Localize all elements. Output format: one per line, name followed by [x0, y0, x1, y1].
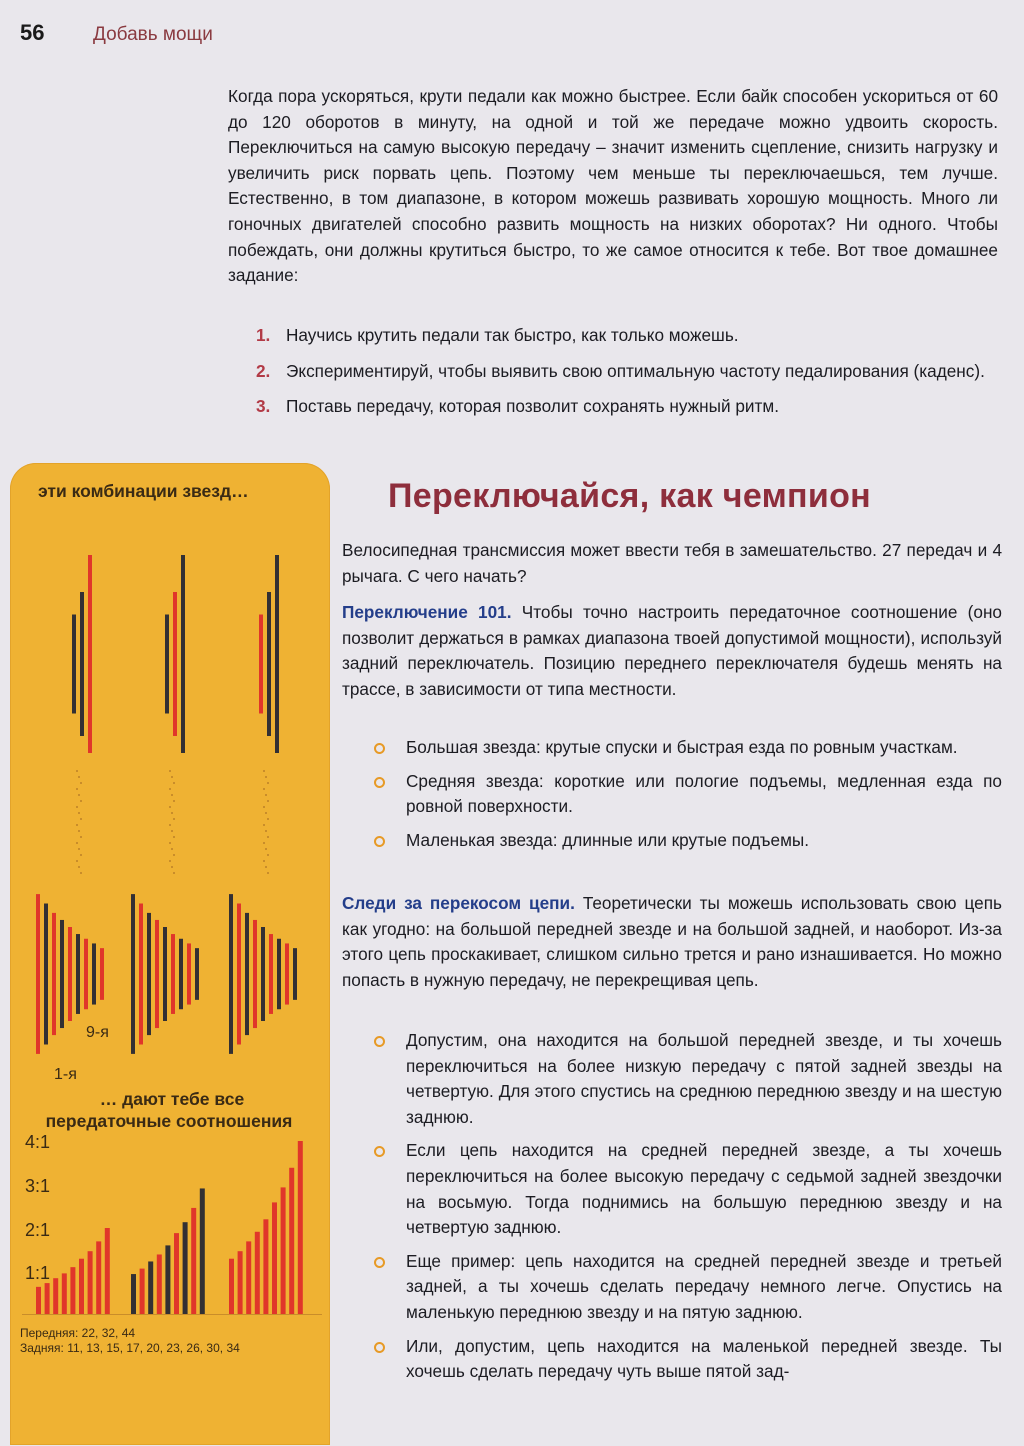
gear-ratio-bar [298, 1141, 303, 1315]
gear-ratio-bar [105, 1228, 110, 1315]
chain-dot [169, 788, 171, 790]
gear-ratio-bar [45, 1283, 50, 1315]
gear-ratio-bar [183, 1222, 188, 1315]
chain-dot [265, 848, 267, 850]
gear-ratio-bar [79, 1259, 84, 1315]
chain-dot [263, 770, 265, 772]
list-item [370, 1249, 1002, 1326]
bullet-icon [374, 1257, 385, 1268]
gear-ratio-bar [148, 1261, 153, 1315]
chain-dot [263, 806, 265, 808]
chain-dot [263, 788, 265, 790]
chain-dot [78, 794, 80, 796]
gear-ratio-bar [140, 1269, 145, 1315]
chain-dot [265, 794, 267, 796]
lead-paragraph: Велосипедная трансмиссия может ввести тебя в замешательство. 27 передач и 4 рычага. С чего начать? [342, 540, 1002, 586]
chain-dot [173, 872, 175, 874]
chainring-bar [275, 555, 279, 753]
paragraph-text: Чтобы точно настроить передаточное соотношение (оно позволит держаться в рамках диапазона твоей допустимой мощности), используй задний переключатель. Позицию переднего переключателя будешь менять на трассе, в зависимости от типа местности. [342, 602, 1002, 699]
intro-paragraph: Когда пора ускоряться, крути педали как можно быстрее. Если байк способен ускориться от 60 до 120 оборотов в минуту, на одной и той же передаче можно удвоить скорость. Переключиться на самую высокую передачу – значит изменить сцепление, снизить нагрузку и увеличить риск порвать цепь. Поэтому чем меньше ты переключаешься, тем лучше. Естественно, в том диапазоне, в котором можешь развивать хорошую мощность. Много ли гоночных двигателей способно развить мощность на низких оборотах? Ни одного. Чтобы побеждать, они должны крутиться быстро, то же самое относится к тебе. Вот твое домашнее задание: [228, 86, 998, 286]
chain-dot [80, 836, 82, 838]
gear-ratio-bar [70, 1267, 75, 1315]
chainring-bar [267, 592, 271, 736]
chain-dot [78, 866, 80, 868]
cassette-cog-bar [293, 948, 297, 1000]
chain-dot [169, 842, 171, 844]
cassette-cog-bar [229, 894, 233, 1054]
note-front: Передняя: 22, 32, 44 [20, 1326, 136, 1340]
chain-dot [76, 842, 78, 844]
chain-dot [78, 830, 80, 832]
page-number: 56 [20, 20, 45, 45]
chain-dot [169, 770, 171, 772]
chain-dot [78, 848, 80, 850]
cassette-cog-bar [60, 920, 64, 1028]
gear-ratio-bar [289, 1168, 294, 1315]
chain-dot [169, 806, 171, 808]
chain-dot [76, 770, 78, 772]
chain-dot [267, 782, 269, 784]
chain-dot [78, 812, 80, 814]
running-header: Добавь мощи [93, 24, 213, 45]
cassette-cog-bar [237, 904, 241, 1045]
cassette-cog-bar [131, 894, 135, 1054]
ratio-label: 2:1 [25, 1220, 51, 1240]
chain-dot [265, 812, 267, 814]
chain-dot [80, 872, 82, 874]
chain-dot [80, 818, 82, 820]
list-number: 3. [256, 396, 271, 417]
chain-dot [171, 794, 173, 796]
ratio-label: 1:1 [25, 1263, 51, 1283]
cassette-cog-bar [245, 913, 249, 1035]
chain-dot [171, 812, 173, 814]
list-text: Экспериментируй, чтобы выявить свою оптимальную частоту педалирования (каденс). [286, 360, 985, 381]
bullet-icon [374, 1036, 385, 1047]
bullet-icon [374, 1342, 385, 1353]
chain-dot [173, 854, 175, 856]
list-item [370, 828, 1002, 854]
chain-dot [76, 824, 78, 826]
chain-dot [80, 782, 82, 784]
list-text: Средняя звезда: короткие или пологие подъемы, медленная езда по ровной поверхности. [406, 770, 1002, 817]
cassette-cog-bar [147, 913, 151, 1035]
list-text: Поставь передачу, которая позволит сохранять нужный ритм. [286, 396, 779, 417]
chain-dot [171, 830, 173, 832]
chain-dot [173, 800, 175, 802]
sidebar-note [20, 1326, 240, 1356]
chain-dot [267, 854, 269, 856]
chain-dot [263, 860, 265, 862]
cassette-cog-bar [195, 948, 199, 1000]
bullet-icon [374, 1146, 385, 1157]
chainring-list [370, 735, 1002, 853]
cassette-cog-bar [92, 943, 96, 1004]
gear-ratio-bar [246, 1241, 251, 1315]
paragraph-chain-line [342, 891, 1002, 993]
section-title: Переключайся, как чемпион [388, 477, 871, 515]
paragraph-shifting-101 [342, 600, 1002, 702]
chain-dot [267, 836, 269, 838]
chain-dot [267, 800, 269, 802]
chainring-bar [165, 615, 169, 714]
chain-dot [171, 848, 173, 850]
chain-dot [80, 854, 82, 856]
gear-ratio-bar [238, 1251, 243, 1315]
list-item [370, 1138, 1002, 1240]
sidebar-heading-top: эти комбинации звезд… [38, 481, 249, 501]
chain-dot [171, 776, 173, 778]
cassette-cog-bar [52, 913, 56, 1035]
paragraph-lead: Следи за перекосом цепи. [342, 893, 575, 913]
list-item [370, 1028, 1002, 1130]
chain-dot [78, 776, 80, 778]
gear-ratio-bar [263, 1219, 268, 1315]
paragraph-text: Теоретически ты можешь использовать свою цепь как угодно: на большой передней звезде и на большой задней, и наоборот. Из-за этого цепь проскакивает, слишком сильно трется и рано изнашивается. Но можно попасть в нужную передачу, не перекрещивая цепь. [342, 893, 1002, 990]
chain-dot [263, 842, 265, 844]
gear-ratio-bar [191, 1208, 196, 1315]
chain-dot [169, 860, 171, 862]
list-text: Еще пример: цепь находится на средней передней звезде и третьей задней, а ты хочешь сделать передачу немного легче. Опустись на маленькую переднюю звезду и на пятую заднюю. [406, 1250, 1002, 1322]
gear-ratio-bar [131, 1274, 136, 1315]
list-text: Допустим, она находится на большой передней звезде, и ты хочешь переключиться на более низкую передачу с пятой задней звезды на четвертую. Для этого спустись на среднюю переднюю звезду и на шестую заднюю. [406, 1030, 1002, 1127]
cassette-cog-bar [277, 939, 281, 1010]
cassette-cog-bar [163, 927, 167, 1021]
chainring-bar [80, 592, 84, 736]
gear-ratio-bar [255, 1232, 260, 1315]
cassette-cog-bar [100, 948, 104, 1000]
cassette-cog-bar [261, 927, 265, 1021]
cassette-cog-bar [187, 943, 191, 1004]
bullet-icon [374, 836, 385, 847]
chainring-bar [173, 592, 177, 736]
gear-ratio-bar [281, 1187, 286, 1315]
gear-ratio-bar [53, 1278, 58, 1315]
chain-dot [265, 830, 267, 832]
cassette-cog-bar [285, 943, 289, 1004]
sidebar-heading-bottom [24, 1088, 320, 1132]
note-rear: Задняя: 11, 13, 15, 17, 20, 23, 26, 30, 34 [20, 1341, 240, 1355]
label-9th-cog: 9-я [86, 1024, 109, 1041]
chain-dot [173, 818, 175, 820]
label-1st-cog: 1-я [54, 1066, 77, 1083]
gear-ratio-bar [272, 1202, 277, 1315]
chain-dot [169, 824, 171, 826]
sidebar-heading-bottom-line2: передаточные соотношения [45, 1111, 293, 1131]
cassette-cog-bar [84, 939, 88, 1010]
cassette-cog-bar [139, 904, 143, 1045]
gear-ratio-bar [157, 1254, 162, 1315]
sidebar-heading-bottom-line1: … дают тебе все [99, 1089, 245, 1109]
gear-ratio-bar [165, 1245, 170, 1315]
chain-dot [265, 866, 267, 868]
cassette-cog-bar [44, 904, 48, 1045]
cassette-cog-bar [36, 894, 40, 1054]
cassette-cog-bar [171, 934, 175, 1014]
gear-ratio-bar [62, 1273, 67, 1315]
cassette-cog-bar [269, 934, 273, 1014]
ratio-baseline [22, 1314, 322, 1315]
chain-dot [265, 776, 267, 778]
list-number: 1. [256, 325, 271, 345]
paragraph-lead: Переключение 101. [342, 602, 512, 622]
gear-ratio-bar [96, 1241, 101, 1315]
chain-dot [76, 806, 78, 808]
chain-dot [173, 782, 175, 784]
cassette-cog-bar [253, 920, 257, 1028]
bullet-icon [374, 743, 385, 754]
chain-dot [76, 788, 78, 790]
chainring-bar [181, 555, 185, 753]
bullet-icon [374, 777, 385, 788]
list-item [370, 735, 1002, 761]
chainring-bar [72, 615, 76, 714]
cassette-cog-bar [179, 939, 183, 1010]
list-text: Маленькая звезда: длинные или крутые подъемы. [406, 829, 810, 850]
chain-dot [263, 824, 265, 826]
ratio-label: 4:1 [25, 1132, 51, 1152]
chain-dot [76, 860, 78, 862]
chain-dot [171, 866, 173, 868]
list-text: Научись крутить педали так быстро, как только можешь. [286, 325, 739, 345]
gear-ratio-bar [88, 1251, 93, 1315]
list-item [370, 1334, 1002, 1385]
cross-chain-list [370, 1028, 1002, 1385]
cassette-cog-bar [68, 927, 72, 1021]
gear-ratio-bar [36, 1287, 41, 1315]
cassette-cog-bar [155, 920, 159, 1028]
list-number: 2. [256, 360, 271, 381]
list-text: Если цепь находится на средней передней звезде, а ты хочешь переключиться на более высокую передачу с седьмой задней звездочки на восьмую. Тогда поднимись на большую переднюю звезду и на четвертую заднюю. [406, 1140, 1002, 1238]
chainring-bar [259, 615, 263, 714]
chainring-bar [88, 555, 92, 753]
chain-dot [267, 872, 269, 874]
gear-ratio-bar [174, 1233, 179, 1315]
chain-dot [173, 836, 175, 838]
gear-ratio-bar [200, 1188, 205, 1315]
chain-dot [267, 818, 269, 820]
list-text: Или, допустим, цепь находится на маленькой передней звезде. Ты хочешь сделать передачу чуть выше пятой зад- [406, 1335, 1002, 1382]
list-text: Большая звезда: крутые спуски и быстрая езда по ровным участкам. [406, 737, 958, 757]
cassette-cog-bar [76, 934, 80, 1014]
ratio-label: 3:1 [25, 1176, 51, 1196]
list-item [370, 769, 1002, 820]
chain-dot [80, 800, 82, 802]
gear-ratio-bar [229, 1259, 234, 1315]
